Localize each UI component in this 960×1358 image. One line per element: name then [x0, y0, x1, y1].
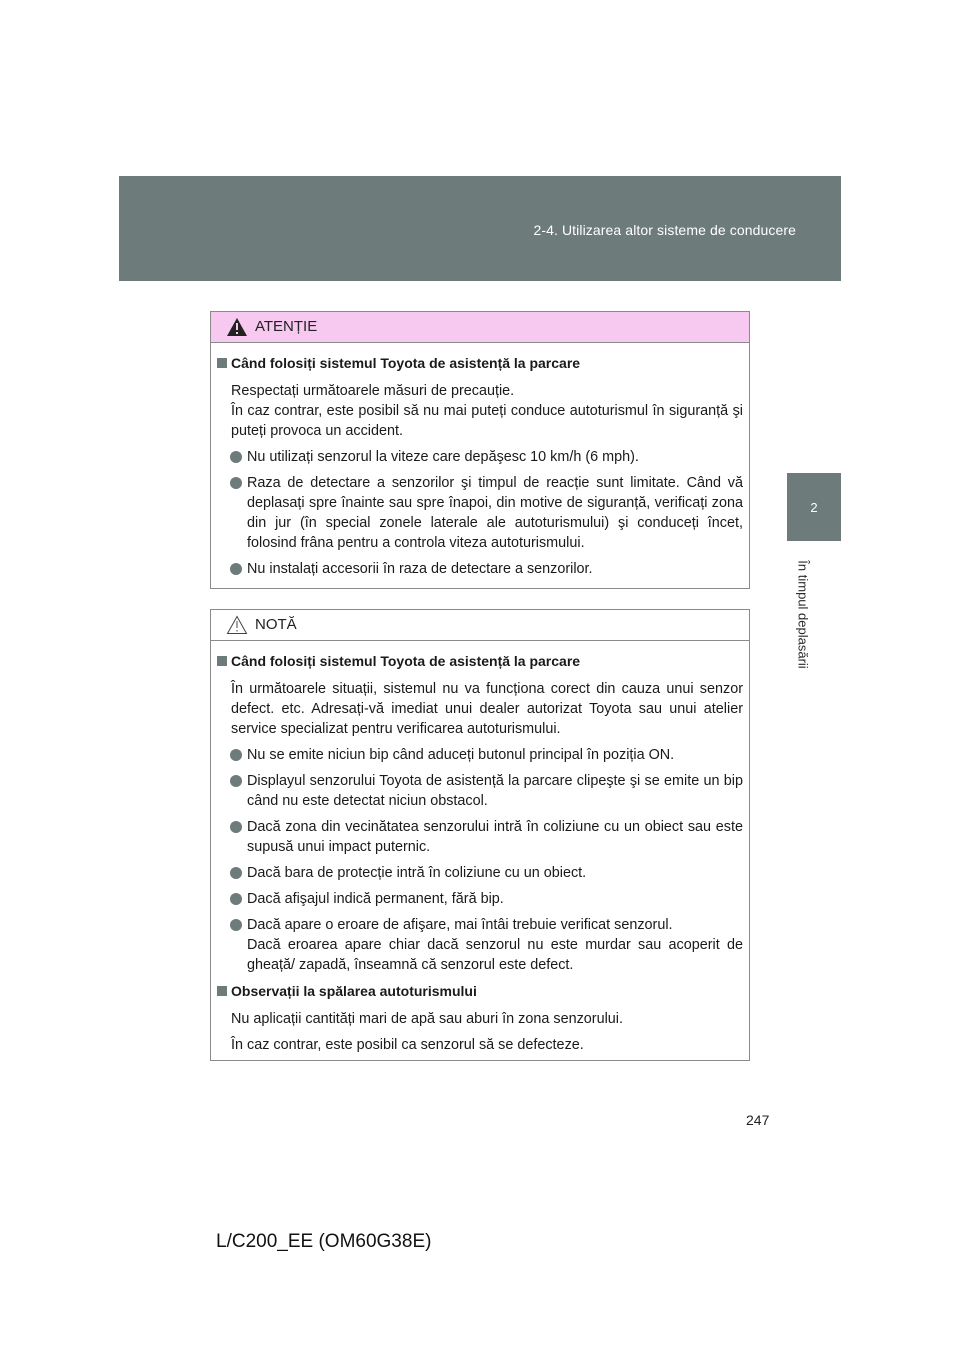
list-item-text: Raza de detectare a senzorilor şi timpul de reacție sunt limitate. Când vă deplasați spre înainte sau spre înapoi, din motive de siguranță, verificați zona din jur (în special zonele laterale ale autoturismului) şi conduceți încet, folosind frâna pentru a controla viteza autoturismului. [247, 475, 743, 551]
list-item-text: Dacă apare o eroare de afişare, mai întâi trebuie verificat senzorul. [247, 917, 673, 933]
list-item-continuation: Dacă eroarea apare chiar dacă senzorul nu este murdar sau acoperit de gheață/ zapadă, înseamnă că senzorul este defect. [247, 937, 743, 973]
section-title: 2-4. Utilizarea altor sisteme de conducere [533, 222, 796, 238]
list-item [217, 889, 743, 909]
note-box-header [211, 610, 749, 641]
section-header-band [119, 176, 841, 281]
note-title: NOTĂ [255, 616, 297, 633]
list-item-text: Dacă zona din vecinătatea senzorului intră în coliziune cu un obiect sau este supusă unui impact puternic. [247, 819, 743, 855]
list-item [217, 817, 743, 857]
list-item [217, 771, 743, 811]
warning-intro-2: În caz contrar, este posibil să nu mai puteți conduce autoturismul în siguranță şi puteți provoca un accident. [231, 403, 743, 439]
round-bullet-icon [230, 477, 242, 489]
note-box-body [211, 641, 749, 1055]
chapter-label-text: În timpul deplasării [795, 560, 811, 669]
chapter-label [793, 552, 813, 682]
round-bullet-icon [230, 451, 242, 463]
round-bullet-icon [230, 775, 242, 787]
warning-box-header [211, 312, 749, 343]
note-heading-1 [217, 651, 743, 671]
list-item-text: Dacă bara de protecție intră în coliziune cu un obiect. [247, 865, 587, 881]
round-bullet-icon [230, 563, 242, 575]
note-para-1: Nu aplicații cantități mari de apă sau aburi în zona senzorului. [231, 1011, 623, 1027]
square-bullet-icon [217, 986, 227, 996]
list-item-text: Nu utilizați senzorul la viteze care depăşesc 10 km/h (6 mph). [247, 449, 639, 465]
caution-triangle-outline-icon [226, 615, 248, 635]
chapter-tab [787, 473, 841, 541]
round-bullet-icon [230, 867, 242, 879]
warning-title: ATENȚIE [255, 318, 318, 335]
round-bullet-icon [230, 821, 242, 833]
list-item-text: Nu instalați accesorii în raza de detectare a senzorilor. [247, 561, 593, 577]
list-item [217, 863, 743, 883]
warning-box-body [211, 343, 749, 579]
note-heading-1-text: Când folosiți sistemul Toyota de asistență la parcare [231, 653, 581, 669]
warning-heading-text: Când folosiți sistemul Toyota de asistență la parcare [231, 355, 581, 371]
warning-heading [217, 353, 743, 373]
footer-code: L/C200_EE (OM60G38E) [216, 1231, 432, 1252]
list-item-text: Displayul senzorului Toyota de asistență la parcare clipeşte şi se emite un bip când nu este detectat niciun obstacol. [247, 773, 743, 809]
note-heading-2-text: Observații la spălarea autoturismului [231, 983, 477, 999]
list-item-text: Nu se emite niciun bip când aduceți butonul principal în poziția ON. [247, 747, 675, 763]
list-item [217, 745, 743, 765]
list-item [217, 559, 743, 579]
page-number: 247 [746, 1112, 770, 1128]
square-bullet-icon [217, 358, 227, 368]
note-heading-2 [217, 981, 743, 1001]
warning-box [210, 311, 750, 589]
round-bullet-icon [230, 749, 242, 761]
note-para-2: În caz contrar, este posibil ca senzorul să se defecteze. [231, 1037, 584, 1053]
round-bullet-icon [230, 919, 242, 931]
square-bullet-icon [217, 656, 227, 666]
note-box [210, 609, 750, 1061]
note-intro: În următoarele situații, sistemul nu va funcționa corect din cauza unui senzor defect. etc. Adresați-vă imediat unui dealer autorizat Toyota sau unui atelier service specializat pentru verificarea autoturismului. [231, 681, 743, 737]
list-item [217, 473, 743, 553]
warning-intro-1: Respectați următoarele măsuri de precauție. [231, 383, 515, 399]
chapter-number: 2 [810, 500, 818, 515]
round-bullet-icon [230, 893, 242, 905]
list-item-text: Dacă afişajul indică permanent, fără bip. [247, 891, 504, 907]
warning-triangle-filled-icon [226, 317, 248, 337]
list-item [217, 915, 743, 975]
list-item [217, 447, 743, 467]
